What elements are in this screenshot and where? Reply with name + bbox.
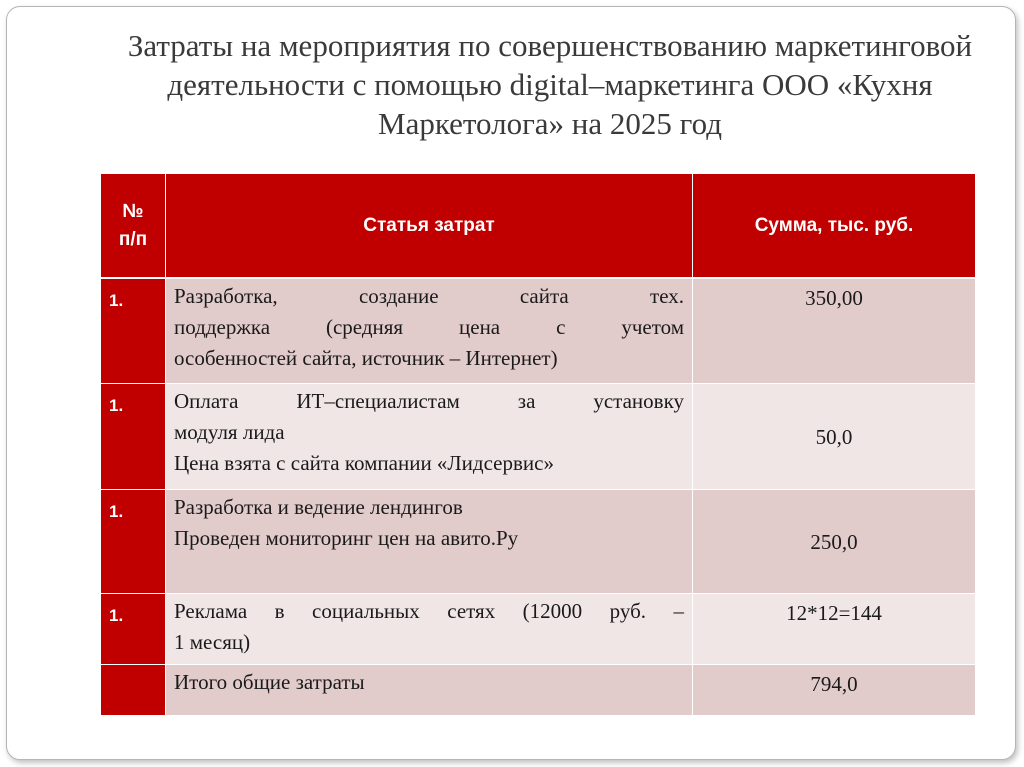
row-sum: 250,0 [693, 489, 976, 593]
item-line: Разработка, создание сайта тех. [174, 284, 684, 308]
cost-table [100, 173, 976, 716]
row-sum: 50,0 [693, 383, 976, 489]
table-row [101, 489, 976, 593]
item-line: Оплата ИТ–специалистам за установку [174, 388, 684, 413]
item-line: Итого общие затраты [174, 669, 365, 694]
row-number: 1. [101, 383, 166, 489]
table-header-row [101, 174, 976, 279]
item-line: поддержка (средняя цена с учетом [174, 315, 684, 339]
row-item [166, 664, 693, 715]
slide-title: Затраты на мероприятия по совершенствованию маркетинговой деятельности с помощью digital–маркетинга ООО «Кухня Маркетолога» на 2025 год [127, 28, 973, 141]
table-row [101, 383, 976, 489]
row-item [166, 383, 693, 489]
item-line: Разработка и ведение лендингов [174, 494, 463, 519]
header-num-line2: п/п [118, 228, 148, 250]
item-line: Цена взята с сайта компании «Лидсервис» [174, 450, 554, 475]
item-line: Проведен мониторинг цен на авито.Ру [174, 525, 519, 550]
row-item [166, 278, 693, 383]
item-line: модуля лида [174, 419, 285, 444]
item-line: особенностей сайта, источник – Интернет) [174, 346, 558, 370]
row-number: 1. [101, 489, 166, 593]
item-line: 1 месяц) [174, 629, 251, 654]
row-number [101, 664, 166, 715]
row-item [166, 593, 693, 664]
table-row [101, 278, 976, 383]
row-sum: 794,0 [693, 664, 976, 715]
item-line: Реклама в социальных сетях (12000 руб. – [174, 598, 684, 623]
table-row [101, 664, 976, 715]
row-sum: 350,00 [693, 278, 976, 383]
header-num [101, 174, 166, 279]
row-item [166, 489, 693, 593]
header-sum: Сумма, тыс. руб. [693, 174, 976, 279]
header-num-line1: № [122, 200, 144, 222]
table-row [101, 593, 976, 664]
header-item: Статья затрат [166, 174, 693, 279]
row-number: 1. [101, 593, 166, 664]
row-sum: 12*12=144 [693, 593, 976, 664]
row-number: 1. [101, 278, 166, 383]
